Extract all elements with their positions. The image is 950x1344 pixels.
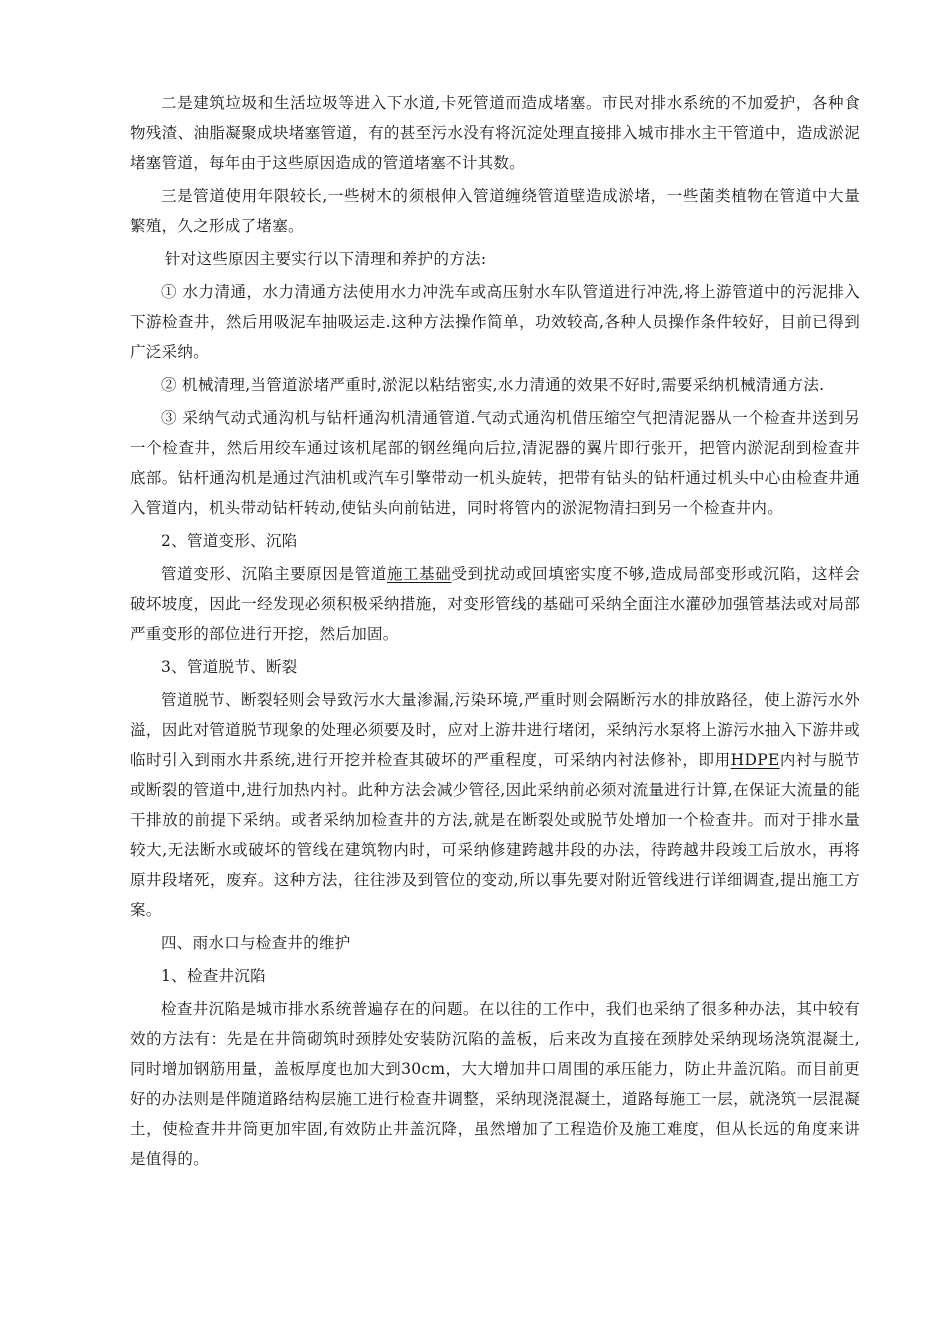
heading-pipe-disjoint: 3、管道脱节、断裂	[161, 658, 298, 676]
paragraph-clogging-cause-3: 三是管道使用年限较长,一些树木的须根伸入管道缠绕管道壁造成淤堵，一些菌类植物在管道中大量繁殖，久之形成了堵塞。	[130, 187, 860, 235]
heading-pipe-deformation: 2、管道变形、沉陷	[161, 532, 298, 550]
paragraph-pipe-deformation	[130, 559, 860, 649]
paragraph-method-dredger: ③ 采纳气动式通沟机与钻杆通沟机清通管道.气动式通沟机借压缩空气把清泥器从一个检查井送到另一个检查井，然后用绞车通过该机尾部的钢丝绳向后拉,清泥器的翼片即行张开，把管内淤泥刮到检查井底部。钻杆通沟机是通过汽油机或汽车引擎带动一机头旋转，把带有钻头的钻杆通过机头中心由检查井通入管道内，机头带动钻杆转动,使钻头向前钻进，同时将管内的淤泥物清扫到另一个检查井内。	[130, 409, 860, 517]
paragraph-method-mechanical: ② 机械清理,当管道淤堵严重时,淤泥以粘结密实,水力清通的效果不好时,需要采纳机械清通方法.	[161, 376, 825, 394]
paragraph-pipe-disjoint	[130, 685, 860, 925]
text-segment: 管道变形、沉陷主要原因是管道	[161, 565, 387, 583]
paragraph-clogging-cause-2: 二是建筑垃圾和生活垃圾等进入下水道,卡死管道而造成堵塞。市民对排水系统的不加爱护，各种食物残渣、油脂凝聚成块堵塞管道，有的甚至污水没有将沉淀处理直接排入城市排水主干管道中，造成淤泥堵塞管道，每年由于这些原因造成的管道堵塞不计其数。	[130, 94, 860, 172]
paragraph-method-hydraulic: ① 水力清通，水力清通方法使用水力冲洗车或高压射水车队管道进行冲洗,将上游管道中的污泥排入下游检查井，然后用吸泥车抽吸运走.这种方法操作简单，功效较高,各种人员操作条件较好，目前已得到广泛采纳。	[130, 283, 860, 361]
paragraph-methods-intro: 针对这些原因主要实行以下清理和养护的方法:	[164, 250, 487, 268]
paragraph-manhole-settlement: 检查井沉陷是城市排水系统普遍存在的问题。在以往的工作中，我们也采纳了很多种办法，其中较有效的方法有：先是在井筒砌筑时颈脖处安装防沉陷的盖板，后来改为直接在颈脖处采纳现场浇筑混凝土,同时增加钢筋用量，盖板厚度也加大到30cm，大大增加井口周围的承压能力，防止井盖沉陷。而目前更好的办法则是伴随道路结构层施工进行检查井调整，采纳现浇混凝土，道路每施工一层，就浇筑一层混凝土，使检查井井筒更加牢固,有效防止井盖沉降，虽然增加了工程造价及施工难度，但从长远的角度来讲是值得的。	[130, 1000, 860, 1168]
text-segment: 受到扰动或回填密实度不够,造成局部变形或沉陷，这样会破坏坡度，因此一经发现必须积极采纳措施，对变形管线的基础可采纳全面注水灌砂加强管基法或对局部严重变形的部位进行开挖，然后加固。	[130, 565, 861, 643]
link-construction-foundation[interactable]: 施工基础	[386, 565, 452, 583]
heading-manhole-settlement: 1、检查井沉陷	[161, 967, 266, 985]
text-segment: 内衬与脱节或断裂的管道中,进行加热内衬。此种方法会减少管径,因此采纳前必须对流量进行计算,在保证大流量的能干排放的前提下采纳。或者采纳加检查井的方法,就是在断裂处或脱节处增加一个检查井。而对于排水量较大,无法断水或破坏的管线在建筑物内时，可采纳修建跨越井段的办法，待跨越井段竣工后放水，再将原井段堵死，废弃。这种方法，往往涉及到管位的变动,所以事先要对附近管线进行详细调查,提出施工方案。	[130, 751, 860, 919]
heading-inlet-maintenance: 四、雨水口与检查井的维护	[161, 934, 351, 952]
document-body	[130, 88, 860, 1177]
link-hdpe[interactable]: HDPE	[730, 751, 780, 769]
text-segment: 管道脱节、断裂轻则会导致污水大量渗漏,污染环境,严重时则会隔断污水的排放路径，使上游污水外溢，因此对管道脱节现象的处理必须要及时，应对上游井进行堵闭，采纳污水泵将上游污水抽入下游井或临时引入到雨水井系统,进行开挖并检查其破坏的严重程度，可采纳内衬法修补，即用	[130, 691, 860, 769]
